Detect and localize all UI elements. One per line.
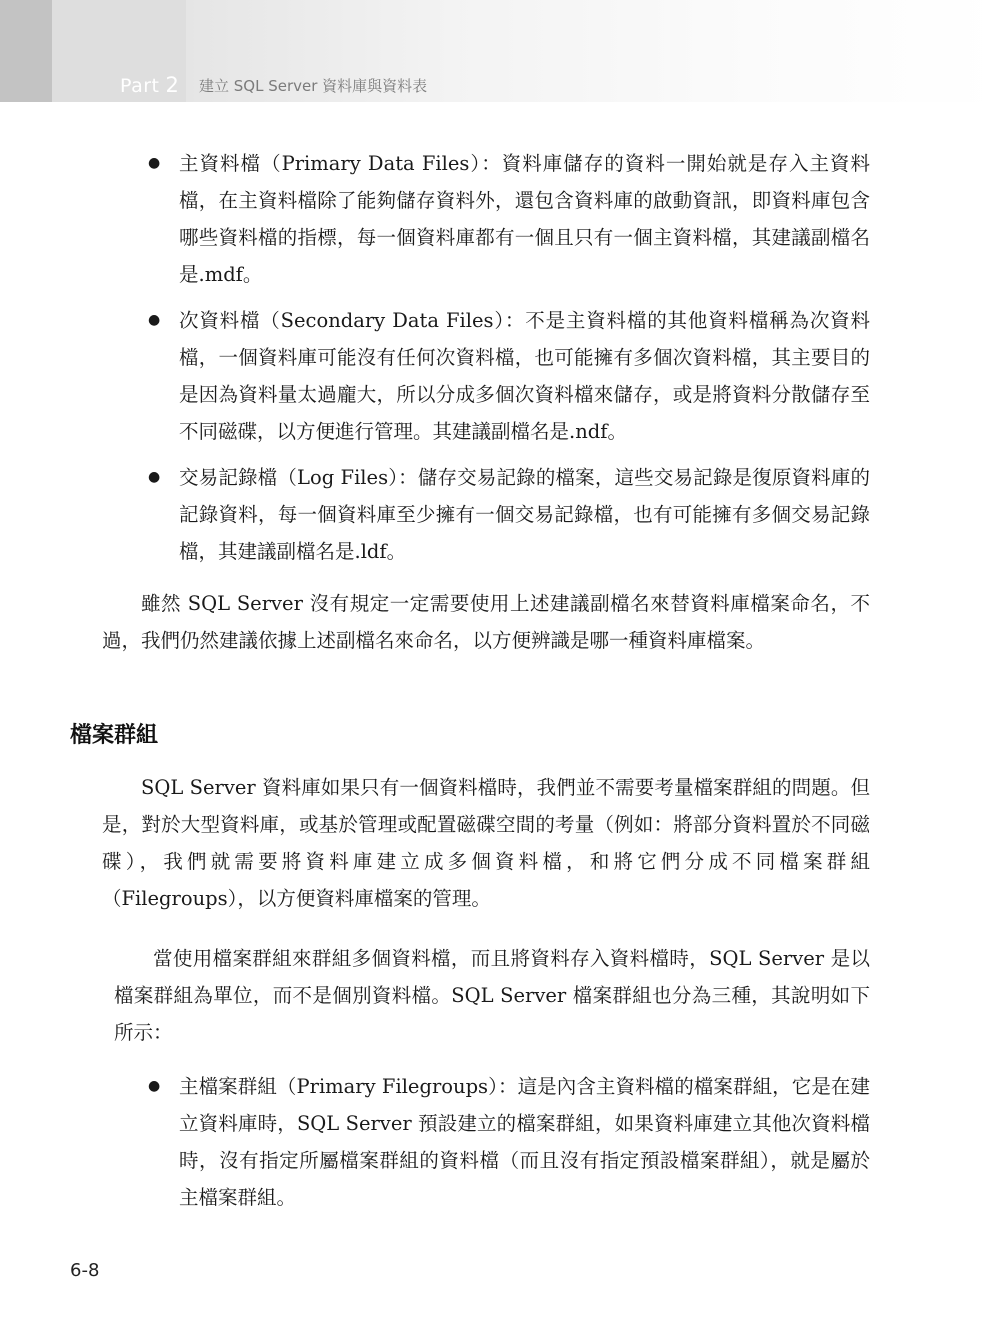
- bullet-dot-icon: ●: [148, 1078, 161, 1094]
- bullet-log-files: [148, 459, 870, 570]
- bullet-text: 交易記錄檔（Log Files）：儲存交易記錄的檔案，這些交易記錄是復原資料庫的記錄資料，每一個資料庫至少擁有一個交易記錄檔，也有可能擁有多個交易記錄檔，其建議副檔名是.ldf。: [179, 466, 870, 563]
- chapter-title: 建立 SQL Server 資料庫與資料表: [199, 77, 428, 95]
- paragraph-filegroups-intro: [102, 769, 870, 917]
- part-number: 2: [165, 73, 180, 97]
- bullet-primary-data-files: [148, 145, 870, 293]
- bullet-secondary-data-files: [148, 302, 870, 450]
- bullet-dot-icon: ●: [148, 155, 161, 171]
- paragraph-text: SQL Server 資料庫如果只有一個資料檔時，我們並不需要考量檔案群組的問題。但是，對於大型資料庫，或基於管理或配置磁碟空間的考量（例如：將部分資料置於不同磁碟），我們就需要將資料庫建立成多個資料檔，和將它們分成不同檔案群組（Filegroups），以方便資料庫檔案的管理。: [102, 776, 870, 910]
- bullet-text: 主檔案群組（Primary Filegroups）：這是內含主資料檔的檔案群組，它是在建立資料庫時，SQL Server 預設建立的檔案群組，如果資料庫建立其他次資料檔時，沒有指定所屬檔案群組的資料檔（而且沒有指定預設檔案群組），就是屬於主檔案群組。: [179, 1075, 870, 1209]
- part-label: [120, 72, 179, 98]
- bullet-dot-icon: ●: [148, 312, 161, 328]
- part-word: Part: [120, 75, 160, 97]
- paragraph-extensions: [102, 585, 870, 659]
- paragraph-text: 雖然 SQL Server 沒有規定一定需要使用上述建議副檔名來替資料庫檔案命名，不過，我們仍然建議依據上述副檔名來命名，以方便辨識是哪一種資料庫檔案。: [102, 592, 870, 652]
- page-number: 6-8: [70, 1260, 100, 1281]
- bullet-text: 次資料檔（Secondary Data Files）：不是主資料檔的其他資料檔稱為次資料檔，一個資料庫可能沒有任何次資料檔，也可能擁有多個次資料檔，其主要目的是因為資料量太過龐大，所以分成多個次資料檔來儲存，或是將資料分散儲存至不同磁碟，以方便進行管理。其建議副檔名是.ndf。: [179, 309, 870, 443]
- bullet-dot-icon: ●: [148, 469, 161, 485]
- bullet-primary-filegroups: [148, 1068, 870, 1216]
- paragraph-filegroups-unit: 當使用檔案群組來群組多個資料檔，而且將資料存入資料檔時，SQL Server 是以檔案群組為單位，而不是個別資料檔。SQL Server 檔案群組也分為三種，其說明如下所示：: [114, 947, 870, 1044]
- bullet-text: 主資料檔（Primary Data Files）：資料庫儲存的資料一開始就是存入主資料檔，在主資料檔除了能夠儲存資料外，還包含資料庫的啟動資訊，即資料庫包含哪些資料檔的指標，每一個資料庫都有一個且只有一個主資料檔，其建議副檔名是.mdf。: [179, 152, 870, 286]
- section-heading-filegroups: 檔案群組: [70, 723, 159, 748]
- header-tab-dark: [0, 0, 52, 102]
